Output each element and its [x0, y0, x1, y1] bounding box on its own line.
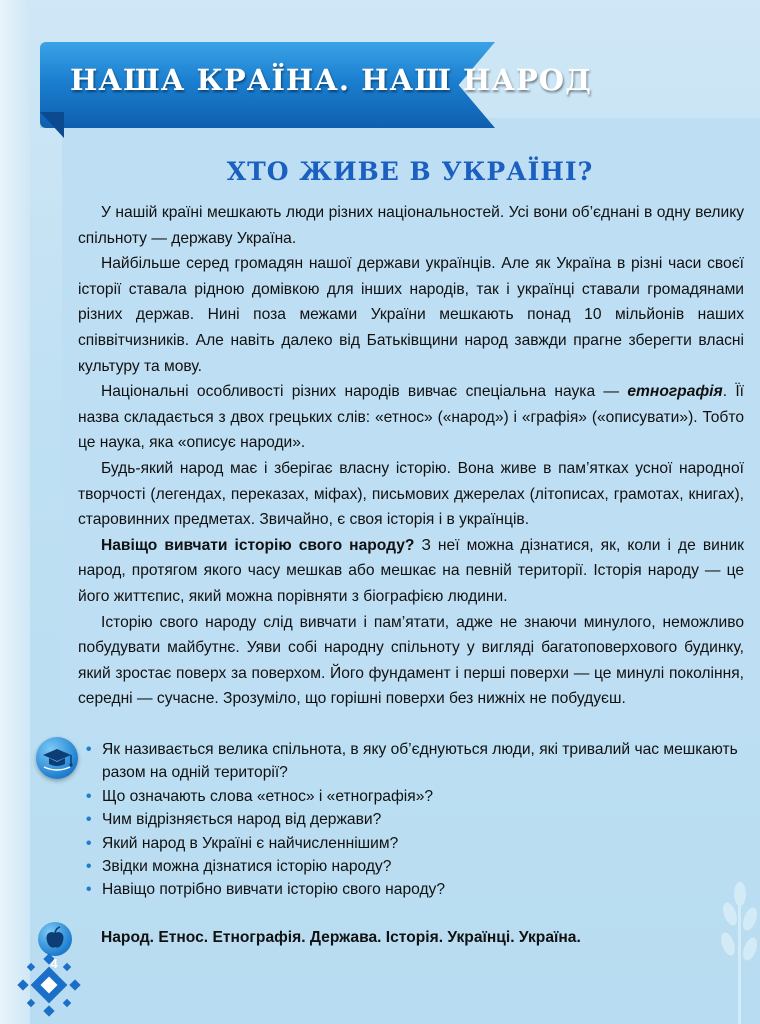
paragraph-5-text: З неї можна дізнатися, як, коли і де виник народ, протягом якого часу мешкав або мешкає на певній території. Історія народу — це його життєпис, який можна порівняти з біографією людини.: [78, 536, 744, 605]
paragraph-6: Історію свого народу слід вивчати і пам’ятати, адже не знаючи минулого, неможливо побудувати майбутнє. Уяви собі народну спільноту у вигляді багатоповерхового будинку, який зростає поверх за поверхом. Його фундамент і перші поверхи — це минулі покоління, середні — сучасне. Зрозуміло, що горішні поверхи без нижніх не побудуєш.: [78, 613, 744, 708]
graduation-cap-icon: [36, 737, 78, 779]
question-item: • Який народ в Україні є найчисленнішим?: [86, 832, 756, 855]
question-item: • Як називається велика спільнота, в яку об’єднуються люди, які тривалий час мешкають разом на одній території?: [86, 738, 756, 785]
wheat-icon: [700, 874, 760, 1024]
term-ethnography: етнографія: [627, 383, 723, 401]
paragraph-3-end: . Її назва складається з двох грецьких слів: «етнос» («народ») і «графія» («описувати»). Тобто це наука, яка «описує народи».: [78, 383, 744, 452]
section-title: НАША КРАЇНА. НАШ НАРОД: [70, 63, 592, 97]
question-item: • Навіщо потрібно вивчати історію свого народу?: [86, 878, 756, 901]
paragraph-1: У нашій країні мешкають люди різних національностей. Усі вони об’єднані в одну велику спільноту — державу Україна.: [78, 204, 744, 247]
paragraph-3: [78, 379, 744, 456]
paragraph-5: [78, 533, 744, 610]
question-item: • Чим відрізняється народ від держави?: [86, 808, 756, 831]
question-item: • Звідки можна дізнатися історію народу?: [86, 855, 756, 878]
page-margin: [0, 0, 30, 1024]
body-text: [78, 200, 744, 712]
page-number: 4: [50, 956, 58, 971]
key-terms: Народ. Етнос. Етнографія. Держава. Історія. Українці. Україна.: [101, 929, 581, 946]
question-item: • Що означають слова «етнос» і «етнографія»?: [86, 785, 756, 808]
page-heading: ХТО ЖИВЕ В УКРАЇНІ?: [226, 157, 594, 186]
paragraph-3-start: Національні особливості різних народів вивчає спеціальна наука —: [101, 383, 628, 401]
question-heading: Навіщо вивчати історію свого народу?: [101, 536, 415, 554]
paragraph-4: Будь-який народ має і зберігає власну історію. Вона живе в пам’ятках усної народної творчості (легендах, переказах, міфах), письмових джерелах (літописах, грамотах, книгах), старовинних предметах. Звичайно, є своя історія і в українців.: [78, 459, 744, 529]
paragraph-2: Найбільше серед громадян нашої держави українців. Але як Україна в різні часи своєї історії ставала рідною домівкою для інших народів, так і українці ставали громадянами різних держав. Нині поза межами України мешкають понад 10 мільйонів наших співвітчизників. Але навіть далеко від Батьківщини народ завжди прагне зберегти власні культуру та мову.: [78, 255, 744, 375]
review-questions: [86, 738, 756, 902]
